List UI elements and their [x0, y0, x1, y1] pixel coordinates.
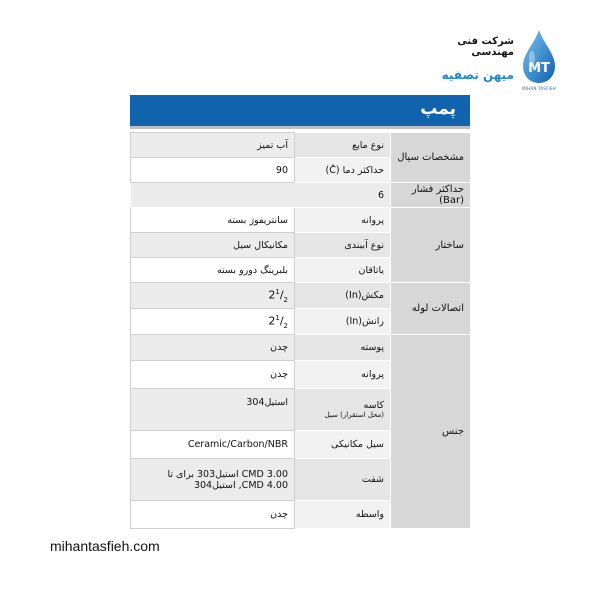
mech-seal-value: Ceramic/Carbon/NBR	[131, 431, 295, 459]
shaft-label: شفت	[295, 459, 391, 501]
suction-value: $2^1/_2$	[131, 283, 295, 309]
bearing-value: بلبرینگ دورو بسته	[131, 258, 295, 283]
spec-table	[130, 132, 470, 529]
seal-chamber-title: کاسه	[363, 400, 384, 411]
table-row	[131, 335, 471, 361]
company-name: شرکت فنی مهندسی	[457, 36, 514, 58]
brand-name: میهن تصفیه	[441, 68, 514, 82]
table-row	[131, 133, 471, 158]
banner-divider	[130, 126, 470, 129]
max-pressure-value: 6	[131, 183, 391, 208]
impeller-type-label: پروانه	[295, 208, 391, 233]
discharge-num: 1	[275, 313, 280, 322]
group-fluid: مشخصات سیال	[391, 133, 471, 183]
shaft-value-line-1: استیل303 برای تا CMD 3.00	[167, 468, 288, 480]
water-drop-logo-icon	[520, 28, 558, 86]
seal-chamber-label	[295, 389, 391, 431]
discharge-label: رانش(In)	[295, 309, 391, 335]
fluid-type-label: نوع مایع	[295, 133, 391, 158]
logo-initials: MT	[528, 61, 550, 76]
adapter-label: واسطه	[295, 501, 391, 529]
casing-label: پوسته	[295, 335, 391, 361]
title-banner	[130, 95, 470, 126]
group-structure: ساختار	[391, 208, 471, 283]
bearing-label: یاتاقان	[295, 258, 391, 283]
impeller-material-label: پروانه	[295, 361, 391, 389]
seal-chamber-value: استیل304	[131, 389, 295, 431]
max-temp-label: حداکثر دما (C̊)	[295, 158, 391, 183]
seal-chamber-note: (محل استقرار) سیل	[324, 411, 384, 419]
adapter-value: چدن	[131, 501, 295, 529]
suction-num: 1	[275, 287, 280, 296]
page-title: پمپ	[420, 99, 456, 119]
website-url: mihantasfieh.com	[50, 538, 160, 554]
group-material: جنس	[391, 335, 471, 529]
shaft-value-line-2: استیل304 ,CMD 4.00	[193, 479, 288, 491]
seal-type-label: نوع آببندی	[295, 233, 391, 258]
impeller-material-value: چدن	[131, 361, 295, 389]
discharge-value: $2^1/_2$	[131, 309, 295, 335]
mech-seal-label: سیل مکانیکی	[295, 431, 391, 459]
logo-caption: MIHAN TASFIEH	[522, 86, 556, 91]
table-row	[131, 183, 471, 208]
seal-type-value: مکانیکال سیل	[131, 233, 295, 258]
group-pipe-connections: اتصالات لوله	[391, 283, 471, 335]
suction-den: 2	[283, 295, 288, 304]
discharge-whole: 2	[268, 314, 276, 328]
casing-value: چدن	[131, 335, 295, 361]
impeller-type-value: سانتریفوژ بسته	[131, 208, 295, 233]
discharge-den: 2	[283, 321, 288, 330]
max-temp-value: 90	[131, 158, 295, 183]
table-row	[131, 208, 471, 233]
suction-label: مکش(In)	[295, 283, 391, 309]
shaft-value	[131, 459, 295, 501]
group-max-pressure: حداکثر فشار (Bar)	[391, 183, 471, 208]
table-row	[131, 283, 471, 309]
suction-whole: 2	[268, 288, 276, 302]
fluid-type-value: آب تمیز	[131, 133, 295, 158]
